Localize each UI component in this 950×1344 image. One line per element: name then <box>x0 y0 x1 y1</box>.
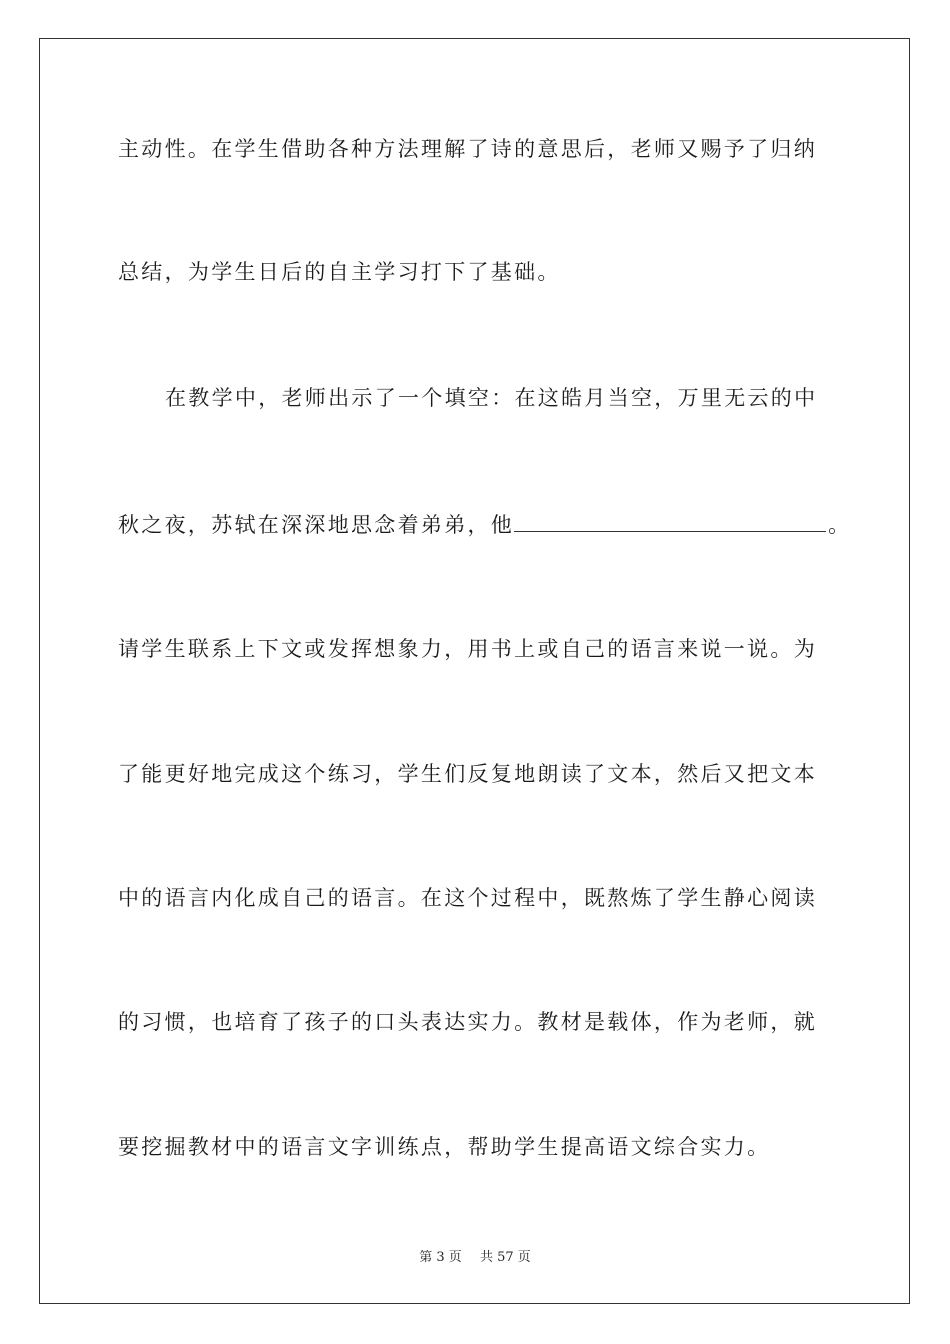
paragraph-line: 总结，为学生日后的自主学习打下了基础。 <box>118 260 561 284</box>
page-footer <box>0 1246 950 1265</box>
paragraph-line: 在教学中，老师出示了一个填空：在这皓月当空，万里无云的中 <box>165 386 818 410</box>
page-total: 共 57 页 <box>479 1250 531 1265</box>
fill-in-blank <box>514 509 826 532</box>
paragraph-line: 主动性。在学生借助各种方法理解了诗的意思后，老师又赐予了归纳 <box>118 137 817 161</box>
line-text: 秋之夜，苏轼在深深地思念着弟弟，他 <box>118 513 515 537</box>
paragraph-line: 中的语言内化成自己的语言。在这个过程中，既熬炼了学生静心阅读 <box>118 886 817 910</box>
paragraph-line-with-blank <box>118 509 851 540</box>
page-frame <box>39 38 910 1304</box>
blank-suffix: 。 <box>828 513 852 537</box>
paragraph-line: 要挖掘教材中的语言文字训练点，帮助学生提高语文综合实力。 <box>118 1135 771 1159</box>
page-number: 第 3 页 <box>419 1250 462 1265</box>
paragraph-line: 的习惯，也培育了孩子的口头表达实力。教材是载体，作为老师，就 <box>118 1010 817 1034</box>
paragraph-line: 请学生联系上下文或发挥想象力，用书上或自己的语言来说一说。为 <box>118 637 817 661</box>
paragraph-line: 了能更好地完成这个练习，学生们反复地朗读了文本，然后又把文本 <box>118 762 817 786</box>
